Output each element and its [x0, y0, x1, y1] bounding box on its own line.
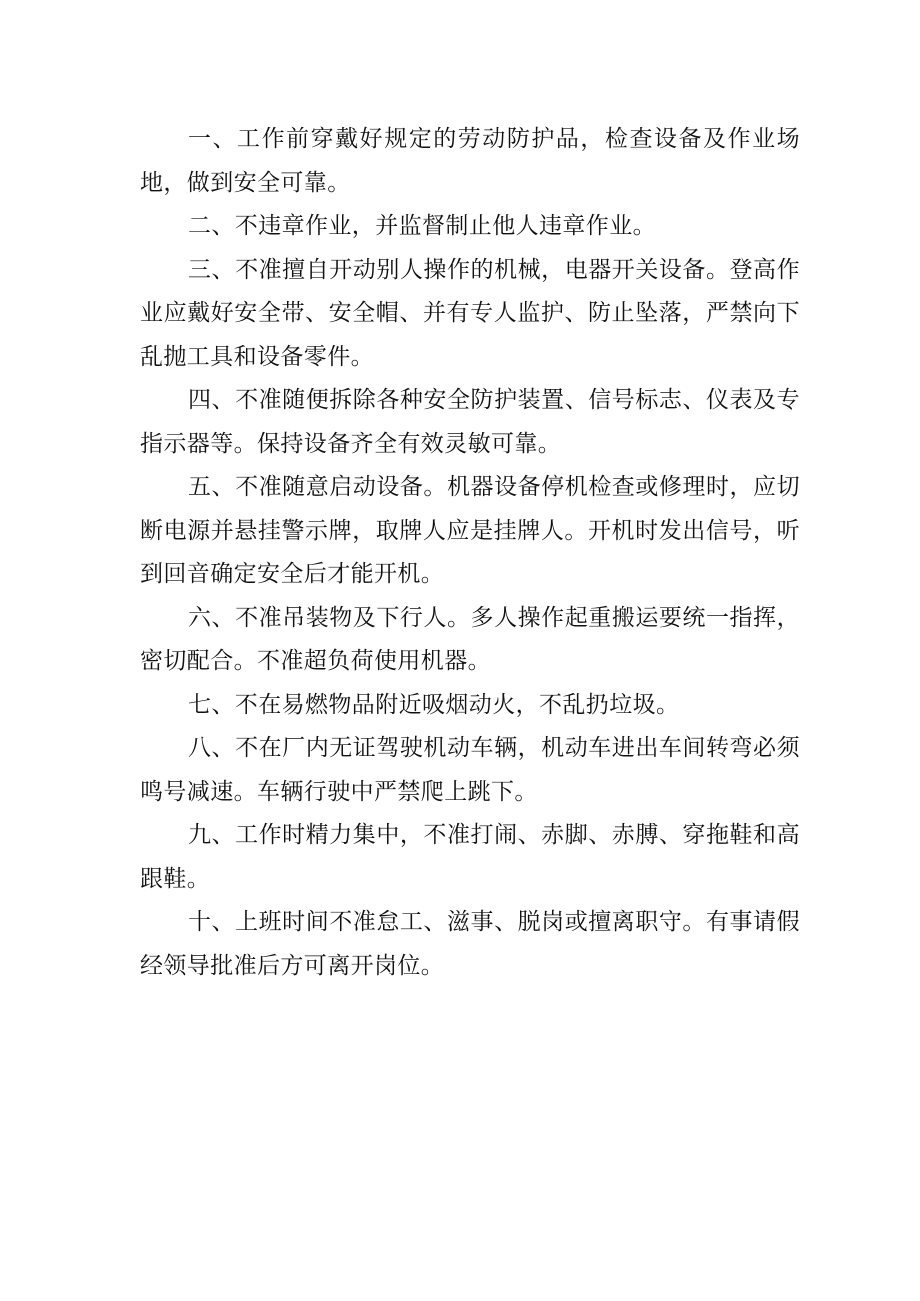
rule-paragraph-4: 四、不准随便拆除各种安全防护装置、信号标志、仪表及专指示器等。保持设备齐全有效灵敏可靠。 [140, 387, 800, 457]
rule-paragraph-7: 七、不在易燃物品附近吸烟动火，不乱扔垃圾。 [188, 691, 680, 718]
rule-paragraph-8: 八、不在厂内无证驾驶机动车辆，机动车进出车间转弯必须鸣号减速。车辆行驶中严禁爬上跳下。 [140, 735, 800, 805]
rule-paragraph-6: 六、不准吊装物及下行人。多人操作起重搬运要统一指挥，密切配合。不准超负荷使用机器。 [140, 604, 800, 674]
rule-paragraph-5: 五、不准随意启动设备。机器设备停机检查或修理时，应切断电源并悬挂警示牌，取牌人应是挂牌人。开机时发出信号，听到回音确定安全后才能开机。 [140, 474, 800, 587]
rule-paragraph-2: 二、不违章作业，并监督制止他人违章作业。 [188, 213, 656, 239]
rule-paragraph-10: 十、上班时间不准怠工、滋事、脱岗或擅离职守。有事请假经领导批准后方可离开岗位。 [140, 909, 800, 979]
rule-paragraph-9: 九、工作时精力集中，不准打闹、赤脚、赤膊、穿拖鞋和高跟鞋。 [140, 822, 800, 892]
rule-paragraph-1: 一、工作前穿戴好规定的劳动防护品，检查设备及作业场地，做到安全可靠。 [140, 126, 800, 196]
document-body [140, 118, 800, 988]
rule-paragraph-3: 三、不准擅自开动别人操作的机械，电器开关设备。登高作业应戴好安全带、安全帽、并有专人监护、防止坠落，严禁向下乱抛工具和设备零件。 [140, 256, 800, 370]
